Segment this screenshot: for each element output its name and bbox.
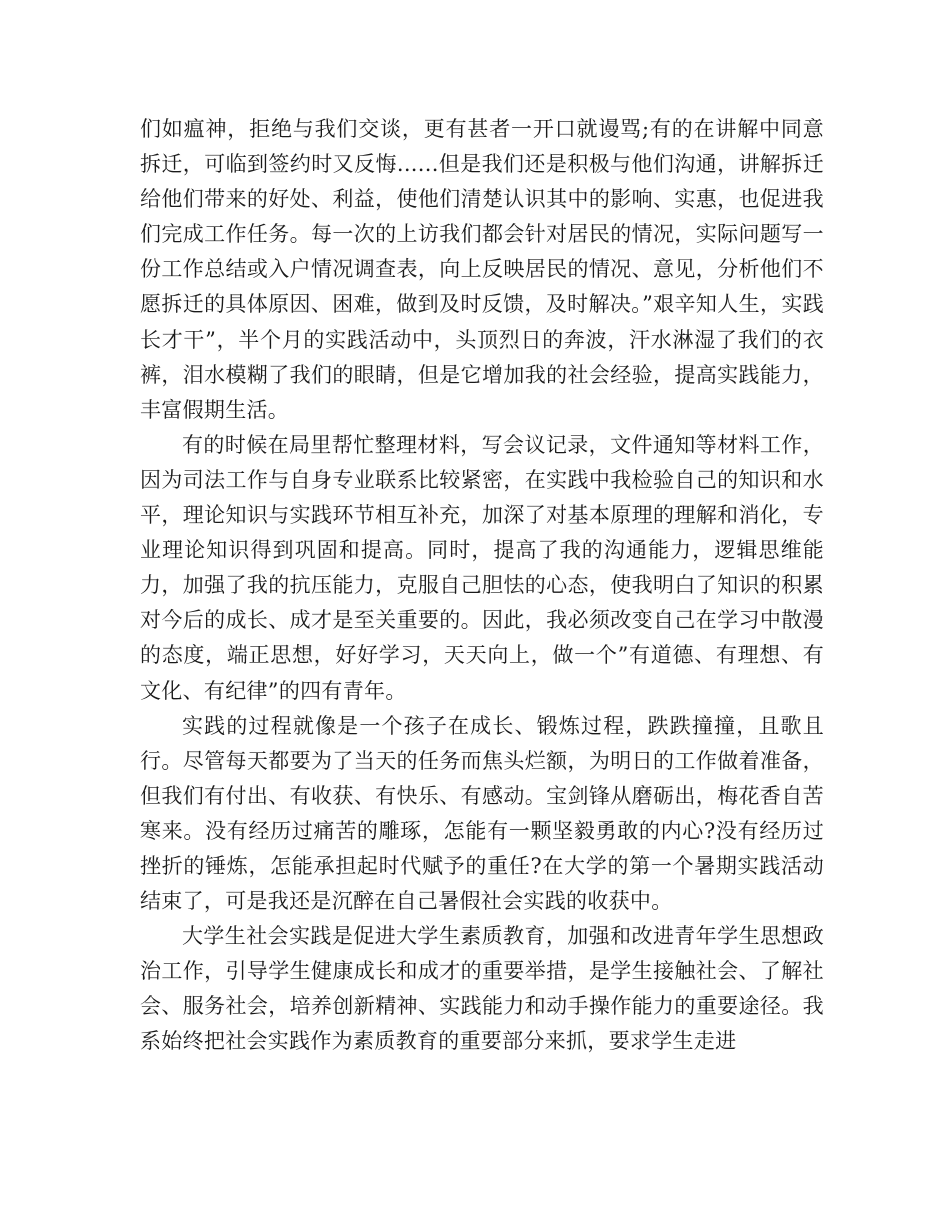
paragraph-1: 们如瘟神，拒绝与我们交谈，更有甚者一开口就谩骂;有的在讲解中同意拆迁，可临到签约时又反悔......但是我们还是积极与他们沟通，讲解拆迁给他们带来的好处、利益，使他们清楚认识其中的影响、实惠，也促进我们完成工作任务。每一次的上访我们都会针对居民的情况，实际问题写一份工作总结或入户情况调查表，向上反映居民的情况、意见，分析他们不愿拆迁的具体原因、困难，做到及时反馈，及时解决。”艰辛知人生，实践长才干”，半个月的实践活动中，头顶烈日的奔波，汗水淋湿了我们的衣裤，泪水模糊了我们的眼睛，但是它增加我的社会经验，提高实践能力，丰富假期生活。 (140, 117, 824, 422)
paragraph-4: 大学生社会实践是促进大学生素质教育，加强和改进青年学生思想政治工作，引导学生健康成长和成才的重要举措，是学生接触社会、了解社会、服务社会，培养创新精神、实践能力和动手操作能力的重要途径。我系始终把社会实践作为素质教育的重要部分来抓，要求学生走进 (140, 924, 824, 1054)
paragraph-2: 有的时候在局里帮忙整理材料，写会议记录，文件通知等材料工作，因为司法工作与自身专业联系比较紧密，在实践中我检验自己的知识和水平，理论知识与实践环节相互补充，加深了对基本原理的理解和消化，专业理论知识得到巩固和提高。同时，提高了我的沟通能力，逻辑思维能力，加强了我的抗压能力，克服自己胆怯的心态，使我明白了知识的积累对今后的成长、成才是至关重要的。因此，我必须改变自己在学习中散漫的态度，端正思想，好好学习，天天向上，做一个”有道德、有理想、有文化、有纪律”的四有青年。 (140, 432, 824, 703)
paragraph-3: 实践的过程就像是一个孩子在成长、锻炼过程，跌跌撞撞，且歌且行。尽管每天都要为了当天的任务而焦头烂额，为明日的工作做着准备，但我们有付出、有收获、有快乐、有感动。宝剑锋从磨砺出，梅花香自苦寒来。没有经历过痛苦的雕琢，怎能有一颗坚毅勇敢的内心?没有经历过挫折的锤炼，怎能承担起时代赋予的重任?在大学的第一个暑期实践活动结束了，可是我还是沉醉在自己暑假社会实践的收获中。 (140, 713, 824, 914)
document-body (140, 112, 824, 1060)
